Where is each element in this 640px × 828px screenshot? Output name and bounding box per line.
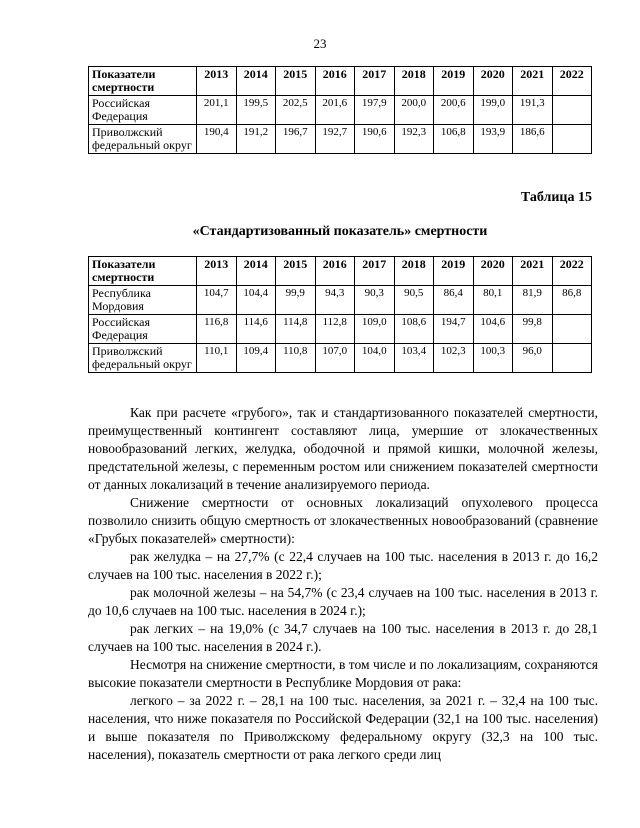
row-label: Приволжский федеральный округ [89, 344, 197, 373]
year-header: 2020 [473, 67, 513, 96]
cell: 104,7 [197, 286, 237, 315]
cell: 110,8 [276, 344, 316, 373]
paragraph: Несмотря на снижение смертности, в том числе и по локализациям, сохраняются высокие показатели смертности в Республике Мордовия от рака: [88, 657, 598, 690]
cell: 114,6 [236, 315, 276, 344]
row-label: Российская Федерация [89, 96, 197, 125]
table-title: «Стандартизованный показатель» смертности [192, 224, 488, 239]
mortality-standardized-table [88, 256, 592, 373]
year-header: 2022 [552, 67, 592, 96]
paragraph: Снижение смертности от основных локализаций опухолевого процесса позволило снизить общую смертность от злокачественных новообразований (сравнение «Грубых показателей» смертности): [88, 495, 598, 546]
year-header: 2022 [552, 257, 592, 286]
table-row [89, 315, 592, 344]
table-header-row [89, 257, 592, 286]
cell: 86,8 [552, 286, 592, 315]
table-row [89, 125, 592, 154]
cell: 190,4 [197, 125, 237, 154]
cell: 109,0 [355, 315, 395, 344]
year-header: 2017 [355, 67, 395, 96]
cell: 100,3 [473, 344, 513, 373]
year-header: 2013 [197, 257, 237, 286]
cell: 80,1 [473, 286, 513, 315]
cell: 190,6 [355, 125, 395, 154]
cell: 201,6 [315, 96, 355, 125]
cell: 110,1 [197, 344, 237, 373]
cell: 103,4 [394, 344, 434, 373]
mortality-crude-table [88, 66, 592, 154]
row-label: Республика Мордовия [89, 286, 197, 315]
year-header: 2019 [434, 257, 474, 286]
cell: 90,3 [355, 286, 395, 315]
cell: 108,6 [394, 315, 434, 344]
cell [552, 96, 592, 125]
cell: 197,9 [355, 96, 395, 125]
header-label: Показатели смертности [89, 257, 197, 286]
cell [552, 125, 592, 154]
cell: 199,5 [236, 96, 276, 125]
body-text [88, 404, 598, 764]
cell: 192,7 [315, 125, 355, 154]
table-row [89, 286, 592, 315]
paragraph: легкого – за 2022 г. – 28,1 на 100 тыс. населения, за 2021 г. – 32,4 на 100 тыс. населения, что ниже показателя по Российской Федерации (32,1 на 100 тыс. населения) и выше показателя по Приволжскому федеральному округу (32,3 на 100 тыс. населения), показатель смертности от рака легкого среди лиц [88, 693, 598, 762]
year-header: 2015 [276, 257, 316, 286]
page-number: 23 [313, 36, 327, 51]
cell: 192,3 [394, 125, 434, 154]
cell: 112,8 [315, 315, 355, 344]
cell [552, 315, 592, 344]
year-header: 2017 [355, 257, 395, 286]
paragraph: рак желудка – на 27,7% (с 22,4 случаев на 100 тыс. населения в 2013 г. до 16,2 случаев на 100 тыс. населения в 2022 г.); [88, 549, 598, 582]
cell: 86,4 [434, 286, 474, 315]
paragraph: Как при расчете «грубого», так и стандартизованного показателей смертности, преимущественный контингент составляют лица, умершие от злокачественных новообразований легких, желудка, ободочной и прямой кишки, молочной железы, предстательной железы, с переменным ростом или снижением показателей смертности от данных локализаций в течение анализируемого периода. [88, 405, 598, 492]
cell: 109,4 [236, 344, 276, 373]
year-header: 2016 [315, 67, 355, 96]
paragraph: рак молочной железы – на 54,7% (с 23,4 случаев на 100 тыс. населения в 2013 г. до 10,6 случаев на 100 тыс. населения в 2024 г.); [88, 585, 598, 618]
year-header: 2013 [197, 67, 237, 96]
year-header: 2021 [513, 67, 553, 96]
row-label: Приволжский федеральный округ [89, 125, 197, 154]
year-header: 2014 [236, 67, 276, 96]
cell: 116,8 [197, 315, 237, 344]
cell: 104,0 [355, 344, 395, 373]
year-header: 2018 [394, 257, 434, 286]
paragraph: рак легких – на 19,0% (с 34,7 случаев на 100 тыс. населения в 2013 г. до 28,1 случаев на 100 тыс. населения в 2024 г.). [88, 621, 598, 654]
cell: 191,3 [513, 96, 553, 125]
cell: 193,9 [473, 125, 513, 154]
table-number: Таблица 15 [520, 190, 592, 205]
cell: 96,0 [513, 344, 553, 373]
cell [552, 344, 592, 373]
year-header: 2015 [276, 67, 316, 96]
cell: 104,4 [236, 286, 276, 315]
year-header: 2018 [394, 67, 434, 96]
header-label: Показатели смертности [89, 67, 197, 96]
cell: 200,0 [394, 96, 434, 125]
cell: 191,2 [236, 125, 276, 154]
row-label: Российская Федерация [89, 315, 197, 344]
cell: 200,6 [434, 96, 474, 125]
cell: 107,0 [315, 344, 355, 373]
cell: 106,8 [434, 125, 474, 154]
year-header: 2019 [434, 67, 474, 96]
year-header: 2020 [473, 257, 513, 286]
cell: 102,3 [434, 344, 474, 373]
cell: 94,3 [315, 286, 355, 315]
table-row [89, 344, 592, 373]
table-row [89, 96, 592, 125]
cell: 99,9 [276, 286, 316, 315]
cell: 202,5 [276, 96, 316, 125]
cell: 81,9 [513, 286, 553, 315]
year-header: 2016 [315, 257, 355, 286]
cell: 99,8 [513, 315, 553, 344]
table-header-row [89, 67, 592, 96]
cell: 196,7 [276, 125, 316, 154]
year-header: 2021 [513, 257, 553, 286]
cell: 194,7 [434, 315, 474, 344]
cell: 201,1 [197, 96, 237, 125]
cell: 90,5 [394, 286, 434, 315]
year-header: 2014 [236, 257, 276, 286]
cell: 199,0 [473, 96, 513, 125]
cell: 104,6 [473, 315, 513, 344]
cell: 186,6 [513, 125, 553, 154]
cell: 114,8 [276, 315, 316, 344]
